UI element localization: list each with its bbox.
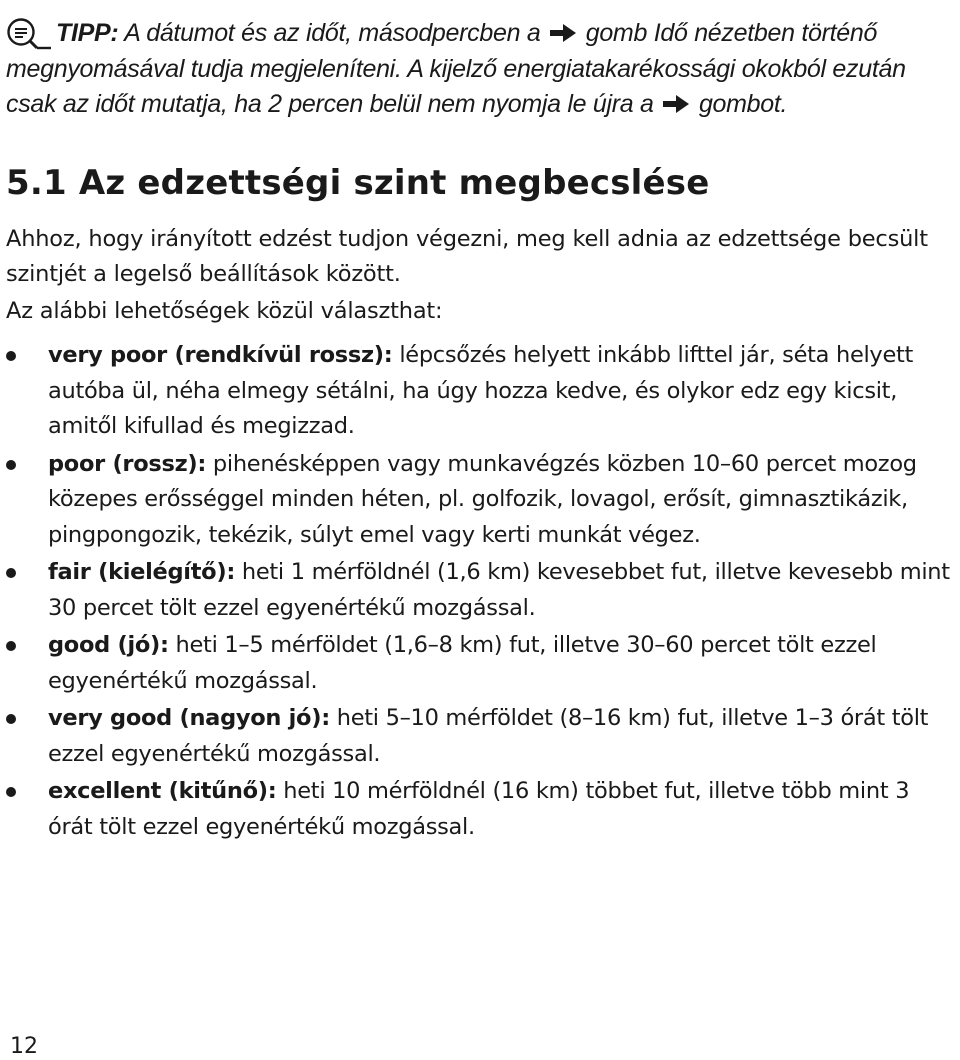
tip-paragraph xyxy=(6,16,956,123)
tip-text-part-2: gomb Idő nézetben történő megnyomásával tudja megjeleníteni. A kijelző energiatakarékossági okokból ezután csak az időt mutatja, ha 2 percen belül nem nyomja le újra a xyxy=(6,19,906,118)
level-term: very poor (rendkívül rossz): xyxy=(48,342,393,368)
level-term: poor (rossz): xyxy=(48,450,207,477)
section-title: 5.1 Az edzettségi szint megbecslése xyxy=(6,163,710,203)
level-term: fair (kielégítő): xyxy=(48,559,236,585)
tip-label: TIPP: xyxy=(56,19,119,47)
tip-note xyxy=(6,16,956,123)
list-item xyxy=(0,774,958,845)
level-term: very good (nagyon jó): xyxy=(48,705,330,731)
level-description: heti 1 mérföldnél (1,6 km) kevesebbet fut, illetve kevesebb mint 30 percet tölt ezzel egyenértékű mozgással. xyxy=(48,559,950,621)
level-term: excellent (kitűnő): xyxy=(48,778,277,804)
list-item xyxy=(0,628,958,699)
bullet-icon xyxy=(6,460,16,470)
bullet-icon xyxy=(6,351,16,361)
bullet-icon xyxy=(6,787,16,797)
intro-paragraph: Ahhoz, hogy irányított edzést tudjon végezni, meg kell adnia az edzettsége becsült szintjét a legelső beállítások között. xyxy=(6,226,928,287)
list-item xyxy=(0,338,958,445)
level-description: lépcsőzés helyett inkább lifttel jár, séta helyett autóba ül, néha elmegy sétálni, ha úgy hozza kedve, és olykor edz egy kicsit, amitől kifullad és megizzad. xyxy=(48,342,914,439)
tip-text-part-3: gombot. xyxy=(692,90,788,118)
bullet-icon xyxy=(6,568,16,578)
level-description: pihenésképpen vagy munkavégzés közben 10–60 percet mozog közepes erősséggel minden héten, pl. golfozik, lovagol, erősít, gimnasztikázik, pingpongozik, tekézik, súlyt emel vagy kerti munkát végez. xyxy=(48,450,917,548)
level-description: heti 1–5 mérföldet (1,6–8 km) fut, illetve 30–60 percet tölt ezzel egyenértékű mozgással. xyxy=(48,632,877,694)
fitness-level-list xyxy=(0,338,958,847)
bullet-icon xyxy=(6,641,16,651)
magnifier-info-icon xyxy=(6,17,52,53)
list-item xyxy=(0,555,958,626)
level-description: heti 5–10 mérföldet (8–16 km) fut, illetve 1–3 órát tölt ezzel egyenértékű mozgással. xyxy=(48,705,929,767)
level-term: good (jó): xyxy=(48,632,169,658)
list-item xyxy=(0,447,958,554)
choose-paragraph: Az alábbi lehetőségek közül választhat: xyxy=(6,298,443,324)
tip-text-part-1: A dátumot és az időt, másodpercben a xyxy=(118,19,548,47)
page-number: 12 xyxy=(10,1034,38,1059)
list-item xyxy=(0,701,958,772)
right-arrow-icon xyxy=(662,94,690,114)
right-arrow-icon xyxy=(549,23,577,43)
level-description: heti 10 mérföldnél (16 km) többet fut, illetve több mint 3 órát tölt ezzel egyenértékű mozgással. xyxy=(48,778,910,840)
bullet-icon xyxy=(6,714,16,724)
